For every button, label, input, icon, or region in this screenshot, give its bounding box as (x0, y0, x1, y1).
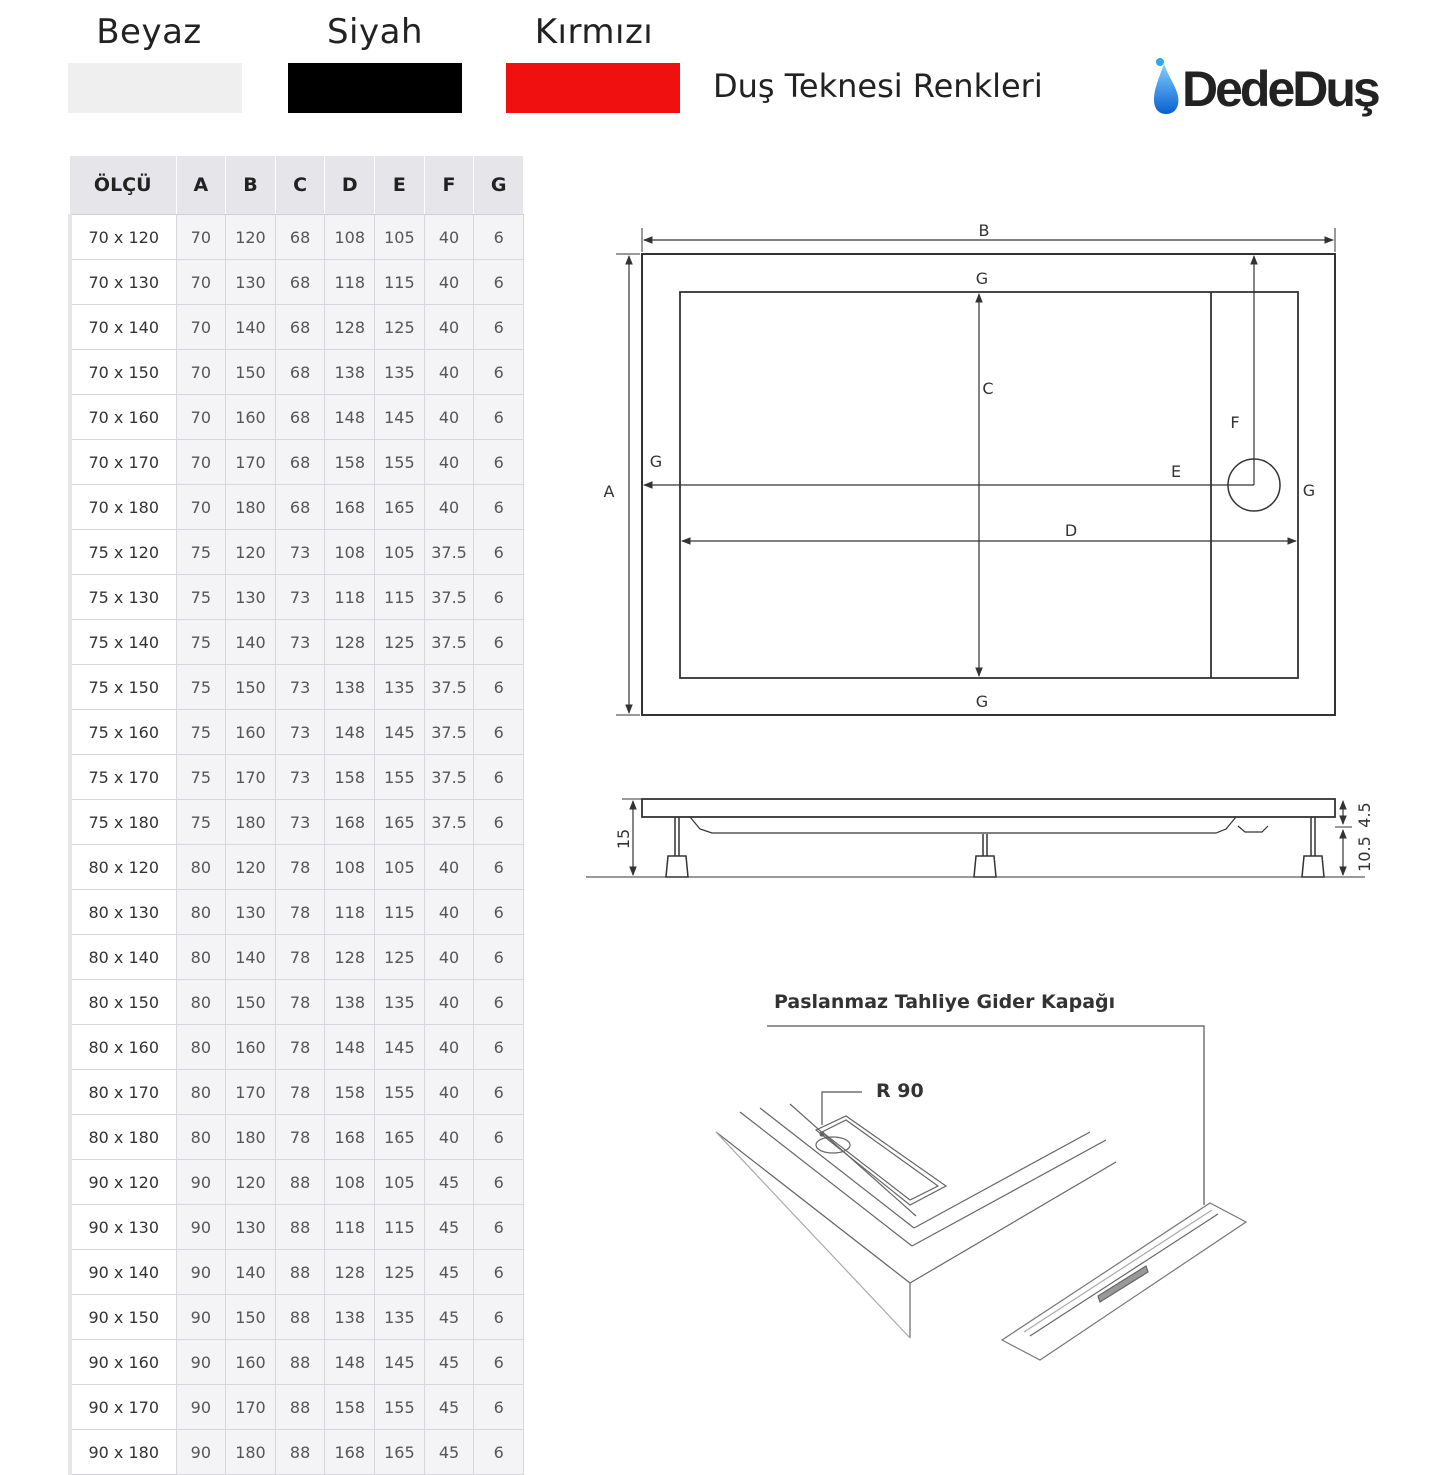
side-height-top: 4.5 (1355, 802, 1374, 828)
size-cell: 90 x 170 (70, 1385, 176, 1430)
value-cell: 45 (424, 1160, 474, 1205)
value-cell: 128 (325, 935, 375, 980)
value-cell: 68 (275, 395, 325, 440)
size-cell: 75 x 170 (70, 755, 176, 800)
size-cell: 80 x 120 (70, 845, 176, 890)
value-cell: 120 (226, 1160, 276, 1205)
value-cell: 80 (176, 1115, 226, 1160)
value-cell: 140 (226, 620, 276, 665)
value-cell: 165 (375, 485, 425, 530)
value-cell: 138 (325, 665, 375, 710)
value-cell: 138 (325, 350, 375, 395)
value-cell: 37.5 (424, 800, 474, 845)
size-cell: 90 x 160 (70, 1340, 176, 1385)
label-g-left: G (649, 452, 663, 471)
value-cell: 135 (375, 980, 425, 1025)
value-cell: 68 (275, 440, 325, 485)
header-e: E (375, 156, 425, 215)
value-cell: 90 (176, 1250, 226, 1295)
value-cell: 155 (375, 755, 425, 800)
value-cell: 40 (424, 890, 474, 935)
value-cell: 90 (176, 1160, 226, 1205)
value-cell: 180 (226, 1430, 276, 1475)
value-cell: 73 (275, 530, 325, 575)
value-cell: 118 (325, 890, 375, 935)
value-cell: 160 (226, 1025, 276, 1070)
value-cell: 78 (275, 1115, 325, 1160)
value-cell: 148 (325, 1340, 375, 1385)
value-cell: 68 (275, 305, 325, 350)
value-cell: 45 (424, 1295, 474, 1340)
value-cell: 37.5 (424, 620, 474, 665)
value-cell: 80 (176, 935, 226, 980)
value-cell: 6 (474, 350, 524, 395)
value-cell: 6 (474, 1430, 524, 1475)
value-cell: 78 (275, 1070, 325, 1115)
value-cell: 70 (176, 215, 226, 260)
size-cell: 80 x 130 (70, 890, 176, 935)
size-cell: 70 x 160 (70, 395, 176, 440)
size-cell: 90 x 120 (70, 1160, 176, 1205)
label-g-right: G (1302, 481, 1316, 500)
value-cell: 115 (375, 575, 425, 620)
size-cell: 70 x 170 (70, 440, 176, 485)
value-cell: 150 (226, 350, 276, 395)
value-cell: 170 (226, 1070, 276, 1115)
value-cell: 40 (424, 350, 474, 395)
value-cell: 45 (424, 1430, 474, 1475)
value-cell: 148 (325, 1025, 375, 1070)
value-cell: 70 (176, 305, 226, 350)
value-cell: 73 (275, 575, 325, 620)
value-cell: 6 (474, 845, 524, 890)
value-cell: 6 (474, 1160, 524, 1205)
value-cell: 130 (226, 890, 276, 935)
value-cell: 6 (474, 1340, 524, 1385)
label-b: B (978, 221, 990, 240)
value-cell: 6 (474, 800, 524, 845)
value-cell: 135 (375, 665, 425, 710)
swatch-label-red: Kırmızı (534, 12, 654, 52)
value-cell: 68 (275, 215, 325, 260)
value-cell: 155 (375, 1385, 425, 1430)
side-height-bottom: 10.5 (1355, 836, 1374, 872)
value-cell: 40 (424, 935, 474, 980)
value-cell: 73 (275, 800, 325, 845)
value-cell: 160 (226, 710, 276, 755)
value-cell: 37.5 (424, 665, 474, 710)
swatch-label-black: Siyah (326, 12, 424, 52)
value-cell: 128 (325, 305, 375, 350)
size-cell: 75 x 130 (70, 575, 176, 620)
size-cell: 80 x 170 (70, 1070, 176, 1115)
value-cell: 6 (474, 755, 524, 800)
value-cell: 105 (375, 530, 425, 575)
value-cell: 6 (474, 1385, 524, 1430)
colors-heading: Duş Teknesi Renkleri (713, 67, 1043, 105)
value-cell: 180 (226, 485, 276, 530)
label-g-top: G (975, 269, 989, 288)
value-cell: 108 (325, 1160, 375, 1205)
header-d: D (325, 156, 375, 215)
value-cell: 75 (176, 755, 226, 800)
value-cell: 40 (424, 395, 474, 440)
value-cell: 140 (226, 305, 276, 350)
value-cell: 6 (474, 260, 524, 305)
header-g: G (474, 156, 524, 215)
size-cell: 80 x 140 (70, 935, 176, 980)
value-cell: 108 (325, 845, 375, 890)
size-cell: 70 x 150 (70, 350, 176, 395)
value-cell: 6 (474, 665, 524, 710)
size-cell: 90 x 180 (70, 1430, 176, 1475)
value-cell: 180 (226, 800, 276, 845)
value-cell: 88 (275, 1385, 325, 1430)
value-cell: 128 (325, 1250, 375, 1295)
side-height-total: 15 (614, 828, 633, 850)
value-cell: 6 (474, 935, 524, 980)
value-cell: 155 (375, 1070, 425, 1115)
size-cell: 80 x 180 (70, 1115, 176, 1160)
value-cell: 140 (226, 935, 276, 980)
value-cell: 6 (474, 530, 524, 575)
value-cell: 78 (275, 890, 325, 935)
value-cell: 90 (176, 1340, 226, 1385)
value-cell: 120 (226, 845, 276, 890)
value-cell: 108 (325, 530, 375, 575)
value-cell: 118 (325, 575, 375, 620)
size-cell: 80 x 150 (70, 980, 176, 1025)
value-cell: 6 (474, 305, 524, 350)
side-view (586, 799, 1365, 877)
size-cell: 90 x 150 (70, 1295, 176, 1340)
value-cell: 105 (375, 215, 425, 260)
value-cell: 40 (424, 1070, 474, 1115)
value-cell: 75 (176, 710, 226, 755)
header-a: A (176, 156, 226, 215)
value-cell: 6 (474, 980, 524, 1025)
value-cell: 148 (325, 710, 375, 755)
value-cell: 150 (226, 980, 276, 1025)
value-cell: 168 (325, 1115, 375, 1160)
value-cell: 80 (176, 980, 226, 1025)
value-cell: 73 (275, 665, 325, 710)
value-cell: 40 (424, 260, 474, 305)
label-g-bottom: G (975, 692, 989, 711)
label-d: D (1064, 521, 1078, 540)
value-cell: 145 (375, 395, 425, 440)
value-cell: 73 (275, 620, 325, 665)
header-c: C (275, 156, 325, 215)
value-cell: 165 (375, 1430, 425, 1475)
value-cell: 158 (325, 1385, 375, 1430)
value-cell: 128 (325, 620, 375, 665)
value-cell: 80 (176, 845, 226, 890)
value-cell: 40 (424, 1025, 474, 1070)
value-cell: 80 (176, 890, 226, 935)
value-cell: 88 (275, 1160, 325, 1205)
value-cell: 78 (275, 980, 325, 1025)
size-cell: 90 x 130 (70, 1205, 176, 1250)
value-cell: 118 (325, 260, 375, 305)
value-cell: 108 (325, 215, 375, 260)
value-cell: 90 (176, 1205, 226, 1250)
value-cell: 6 (474, 215, 524, 260)
value-cell: 68 (275, 260, 325, 305)
label-e: E (1170, 462, 1182, 481)
value-cell: 130 (226, 260, 276, 305)
value-cell: 45 (424, 1205, 474, 1250)
size-cell: 75 x 120 (70, 530, 176, 575)
value-cell: 6 (474, 710, 524, 755)
value-cell: 145 (375, 1340, 425, 1385)
value-cell: 165 (375, 800, 425, 845)
drain-radius: R 90 (876, 1080, 924, 1102)
value-cell: 170 (226, 440, 276, 485)
value-cell: 125 (375, 935, 425, 980)
value-cell: 105 (375, 845, 425, 890)
value-cell: 37.5 (424, 575, 474, 620)
value-cell: 115 (375, 890, 425, 935)
value-cell: 80 (176, 1025, 226, 1070)
value-cell: 40 (424, 980, 474, 1025)
label-f: F (1230, 413, 1240, 432)
value-cell: 75 (176, 800, 226, 845)
value-cell: 78 (275, 845, 325, 890)
value-cell: 115 (375, 1205, 425, 1250)
value-cell: 37.5 (424, 710, 474, 755)
size-cell: 70 x 120 (70, 215, 176, 260)
drain-illustration (716, 1026, 1246, 1360)
value-cell: 6 (474, 485, 524, 530)
value-cell: 6 (474, 1250, 524, 1295)
value-cell: 135 (375, 1295, 425, 1340)
value-cell: 148 (325, 395, 375, 440)
value-cell: 75 (176, 530, 226, 575)
value-cell: 168 (325, 485, 375, 530)
value-cell: 130 (226, 1205, 276, 1250)
value-cell: 40 (424, 485, 474, 530)
size-cell: 75 x 160 (70, 710, 176, 755)
value-cell: 125 (375, 305, 425, 350)
value-cell: 78 (275, 935, 325, 980)
value-cell: 6 (474, 1070, 524, 1115)
value-cell: 37.5 (424, 530, 474, 575)
value-cell: 40 (424, 440, 474, 485)
value-cell: 125 (375, 620, 425, 665)
value-cell: 88 (275, 1430, 325, 1475)
value-cell: 70 (176, 485, 226, 530)
size-cell: 70 x 130 (70, 260, 176, 305)
header-b: B (226, 156, 276, 215)
value-cell: 170 (226, 1385, 276, 1430)
size-cell: 75 x 150 (70, 665, 176, 710)
value-cell: 75 (176, 620, 226, 665)
value-cell: 73 (275, 755, 325, 800)
value-cell: 68 (275, 350, 325, 395)
value-cell: 118 (325, 1205, 375, 1250)
value-cell: 120 (226, 530, 276, 575)
drain-title: Paslanmaz Tahliye Gider Kapağı (774, 991, 1116, 1013)
value-cell: 105 (375, 1160, 425, 1205)
value-cell: 68 (275, 485, 325, 530)
value-cell: 40 (424, 215, 474, 260)
value-cell: 78 (275, 1025, 325, 1070)
value-cell: 40 (424, 1115, 474, 1160)
value-cell: 138 (325, 1295, 375, 1340)
size-cell: 90 x 140 (70, 1250, 176, 1295)
value-cell: 170 (226, 755, 276, 800)
value-cell: 145 (375, 1025, 425, 1070)
value-cell: 45 (424, 1385, 474, 1430)
value-cell: 88 (275, 1250, 325, 1295)
value-cell: 90 (176, 1430, 226, 1475)
value-cell: 165 (375, 1115, 425, 1160)
value-cell: 158 (325, 755, 375, 800)
value-cell: 6 (474, 890, 524, 935)
logo-text: DedeDuş (1182, 61, 1378, 117)
value-cell: 88 (275, 1205, 325, 1250)
value-cell: 6 (474, 1295, 524, 1340)
value-cell: 70 (176, 395, 226, 440)
value-cell: 158 (325, 1070, 375, 1115)
value-cell: 6 (474, 1115, 524, 1160)
header-size: ÖLÇÜ (70, 156, 176, 215)
header-f: F (424, 156, 474, 215)
value-cell: 150 (226, 665, 276, 710)
value-cell: 158 (325, 440, 375, 485)
value-cell: 145 (375, 710, 425, 755)
value-cell: 150 (226, 1295, 276, 1340)
value-cell: 180 (226, 1115, 276, 1160)
size-cell: 75 x 180 (70, 800, 176, 845)
value-cell: 70 (176, 350, 226, 395)
label-a: A (603, 482, 615, 501)
value-cell: 70 (176, 440, 226, 485)
value-cell: 168 (325, 800, 375, 845)
swatch-label-white: Beyaz (96, 12, 202, 52)
size-cell: 80 x 160 (70, 1025, 176, 1070)
size-cell: 70 x 180 (70, 485, 176, 530)
label-c: C (982, 379, 994, 398)
value-cell: 6 (474, 1025, 524, 1070)
value-cell: 37.5 (424, 755, 474, 800)
value-cell: 70 (176, 260, 226, 305)
value-cell: 6 (474, 575, 524, 620)
size-cell: 75 x 140 (70, 620, 176, 665)
value-cell: 45 (424, 1340, 474, 1385)
value-cell: 80 (176, 1070, 226, 1115)
value-cell: 135 (375, 350, 425, 395)
value-cell: 45 (424, 1250, 474, 1295)
value-cell: 120 (226, 215, 276, 260)
value-cell: 125 (375, 1250, 425, 1295)
value-cell: 6 (474, 395, 524, 440)
value-cell: 88 (275, 1340, 325, 1385)
value-cell: 75 (176, 665, 226, 710)
value-cell: 73 (275, 710, 325, 755)
plan-view (616, 228, 1335, 715)
value-cell: 168 (325, 1430, 375, 1475)
value-cell: 40 (424, 305, 474, 350)
value-cell: 40 (424, 845, 474, 890)
value-cell: 115 (375, 260, 425, 305)
value-cell: 140 (226, 1250, 276, 1295)
value-cell: 160 (226, 1340, 276, 1385)
value-cell: 160 (226, 395, 276, 440)
value-cell: 6 (474, 620, 524, 665)
value-cell: 88 (275, 1295, 325, 1340)
value-cell: 90 (176, 1295, 226, 1340)
value-cell: 6 (474, 440, 524, 485)
value-cell: 90 (176, 1385, 226, 1430)
value-cell: 6 (474, 1205, 524, 1250)
value-cell: 130 (226, 575, 276, 620)
value-cell: 155 (375, 440, 425, 485)
value-cell: 138 (325, 980, 375, 1025)
size-cell: 70 x 140 (70, 305, 176, 350)
value-cell: 75 (176, 575, 226, 620)
